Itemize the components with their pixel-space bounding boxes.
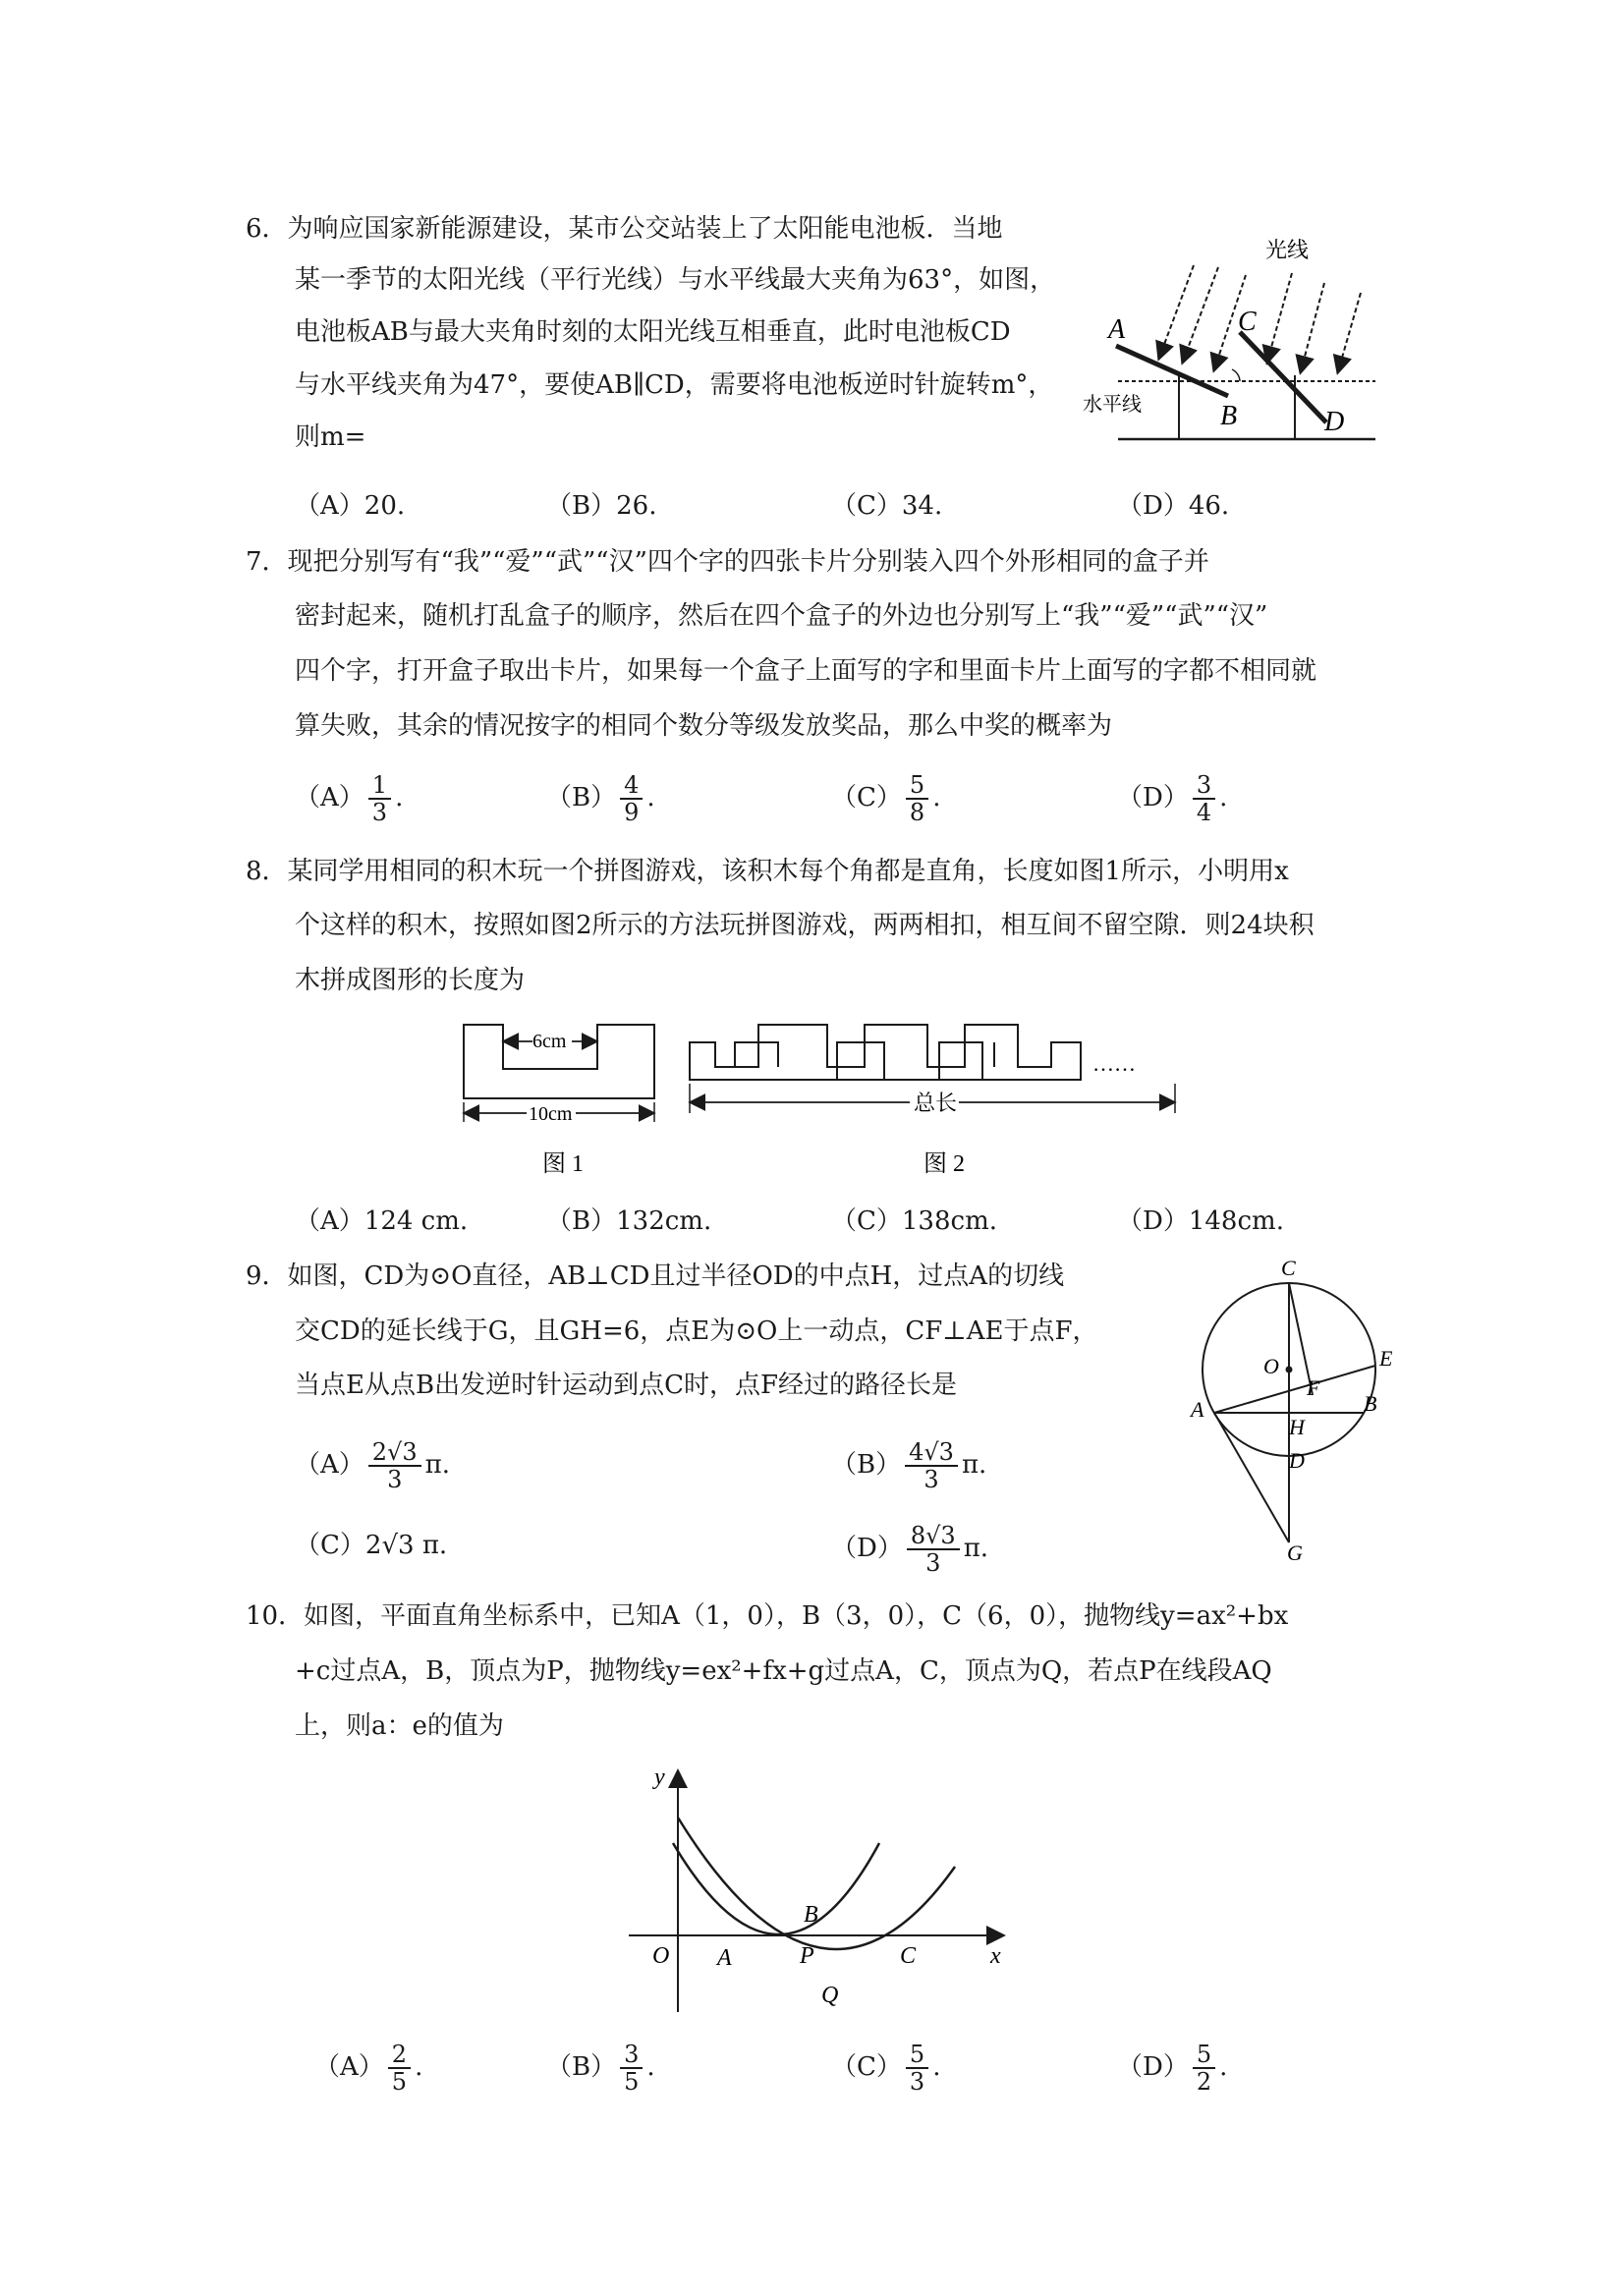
q10-fig-label-b: B — [804, 1902, 818, 1928]
q9-option-b-fraction — [905, 1439, 958, 1492]
q10-option-b-label: （B） — [546, 2052, 617, 2082]
q7-line-4: 算失败，其余的情况按字的相同个数分等级发放奖品，那么中奖的概率为 — [295, 711, 1113, 741]
q9-fig-label-g: G — [1287, 1540, 1303, 1562]
q10-parabola-figure — [619, 1759, 1012, 2019]
q6-option-b: （B）26. — [546, 491, 657, 521]
q9-fig-label-h: H — [1289, 1415, 1305, 1439]
q6-option-d: （D）46. — [1117, 491, 1230, 521]
q7-option-c-den: 8 — [909, 799, 925, 826]
q9-line-3: 当点E从点B出发逆时针运动到点C时，点F经过的路径长是 — [295, 1371, 958, 1400]
q9-option-b-tail: π. — [961, 1450, 987, 1480]
q7-option-d-label: （D） — [1117, 783, 1189, 812]
q10-option-d-num: 5 — [1193, 2042, 1215, 2069]
q8-line-3: 木拼成图形的长度为 — [295, 966, 526, 995]
q7-option-c-label: （C） — [831, 783, 902, 812]
q7-option-d: （D） $\frac{3}{4}$ . — [1117, 771, 1228, 826]
q10-line-3: 上，则a：e的值为 — [295, 1711, 504, 1741]
q8-option-c: （C）138cm. — [831, 1206, 998, 1236]
q7-option-a: （A） $\frac{1}{3}$ . — [295, 771, 404, 826]
q8-fig-continuation-dots: …… — [1092, 1051, 1136, 1076]
q10-option-c-num: 5 — [906, 2042, 928, 2069]
q10-option-d-label: （D） — [1117, 2052, 1189, 2082]
q6-line-2: 某一季节的太阳光线（平行光线）与水平线最大夹角为63°，如图， — [295, 265, 1056, 295]
q8-line-2: 个这样的积木，按照如图2所示的方法玩拼图游戏，两两相扣，相互间不留空隙．则24块积 — [295, 911, 1315, 940]
q10-option-b-num: 3 — [620, 2042, 643, 2069]
q8-line-1: 8．某同学用相同的积木玩一个拼图游戏，该积木每个角都是直角，长度如图1所示，小明用x — [246, 857, 1289, 886]
q9-option-d-num: 8√3 — [907, 1523, 960, 1550]
q9-option-b-num: 4√3 — [905, 1439, 958, 1467]
q9-option-c-text: 2√3 π. — [364, 1531, 448, 1560]
q9-fig-label-c: C — [1281, 1256, 1296, 1280]
q7-line-1: 7．现把分别写有“我”“爱”“武”“汉”四个字的四张卡片分别装入四个外形相同的盒子并 — [246, 547, 1209, 577]
q7-option-d-num: 3 — [1193, 772, 1215, 800]
q7-line-2: 密封起来，随机打乱盒子的顺序，然后在四个盒子的外边也分别写上“我”“爱”“武”“汉” — [295, 601, 1268, 631]
q7-option-a-fraction — [368, 772, 391, 825]
q10-fig-label-o: O — [652, 1943, 670, 1969]
q9-option-a-den: 3 — [387, 1466, 403, 1493]
q7-option-b-label: （B） — [546, 783, 617, 812]
q8-option-b: （B）132cm. — [546, 1206, 712, 1236]
q9-option-a-num: 2√3 — [368, 1439, 421, 1467]
q9-fig-label-b: B — [1364, 1391, 1377, 1416]
q9-line-2: 交CD的延长线于G，且GH=6，点E为⊙O上一动点，CF⊥AE于点F， — [295, 1316, 1098, 1346]
q7-option-b-num: 4 — [620, 772, 643, 800]
q7-option-b: （B） $\frac{4}{9}$ . — [546, 771, 655, 826]
q9-option-d — [831, 1523, 988, 1576]
q10-option-a-fraction — [388, 2042, 411, 2095]
q10-fig-label-c: C — [900, 1943, 917, 1969]
q8-option-d: （D）148cm. — [1117, 1206, 1284, 1236]
q9-option-a-label: （A） — [295, 1450, 364, 1480]
q9-option-d-label: （D） — [831, 1534, 903, 1563]
q8-fig-inner-length: 6cm — [532, 1031, 567, 1052]
q10-option-b: （B） $\frac{3}{5}$ . — [546, 2041, 655, 2096]
q10-option-b-fraction — [620, 2042, 643, 2095]
q8-fig-outer-length: 10cm — [529, 1103, 573, 1125]
q6-line-1: 6．为响应国家新能源建设，某市公交站装上了太阳能电池板．当地 — [246, 214, 1003, 244]
q8-fig-total-length: 总长 — [914, 1092, 958, 1116]
q8-option-a: （A）124 cm. — [295, 1206, 469, 1236]
q6-fig-light-label: 光线 — [1265, 239, 1310, 263]
q9-option-d-fraction — [907, 1523, 960, 1576]
q10-option-c-label: （C） — [831, 2052, 902, 2082]
q9-fig-label-d: D — [1289, 1448, 1305, 1473]
q7-option-b-fraction — [620, 772, 643, 825]
q10-line-1: 10．如图，平面直角坐标系中，已知A（1，0），B（3，0），C（6，0），抛物线y=ax²+bx — [246, 1601, 1289, 1631]
q6-fig-label-a: A — [1108, 314, 1126, 345]
q9-fig-label-o: O — [1263, 1354, 1279, 1378]
q7-option-a-num: 1 — [368, 772, 391, 800]
q6-fig-horizon-label: 水平线 — [1083, 392, 1142, 416]
q8-figure — [452, 1012, 1189, 1189]
q6-line-5: 则m= — [295, 422, 366, 452]
q6-fig-label-b: B — [1220, 401, 1238, 431]
q6-line-4: 与水平线夹角为47°，要使AB∥CD，需要将电池板逆时针旋转m°， — [295, 370, 1054, 400]
q9-option-a — [295, 1439, 450, 1492]
q9-line-1: 9．如图，CD为⊙O直径，AB⊥CD且过半径OD的中点H，过点A的切线 — [246, 1261, 1065, 1291]
q7-option-c-fraction — [906, 772, 928, 825]
q7-option-a-den: 3 — [371, 799, 388, 826]
q10-option-c-fraction — [906, 2042, 928, 2095]
q10-option-b-den: 5 — [624, 2068, 640, 2096]
q10-option-a-num: 2 — [388, 2042, 411, 2069]
q10-option-a-den: 5 — [391, 2068, 408, 2096]
q10-option-d-fraction — [1193, 2042, 1215, 2095]
q7-option-c: （C） $\frac{5}{8}$ . — [831, 771, 941, 826]
q9-circle-figure — [1179, 1248, 1415, 1562]
q6-solar-panel-figure — [1081, 236, 1395, 447]
q9-option-b — [831, 1439, 986, 1492]
q8-fig-caption-2: 图 2 — [923, 1151, 965, 1177]
q9-option-a-fraction — [368, 1439, 421, 1492]
q9-option-d-tail: π. — [963, 1534, 989, 1563]
q6-line-3: 电池板AB与最大夹角时刻的太阳光线互相垂直，此时电池板CD — [295, 317, 1011, 347]
q7-option-d-den: 4 — [1196, 799, 1212, 826]
q7-line-3: 四个字，打开盒子取出卡片，如果每一个盒子上面写的字和里面卡片上面写的字都不相同就 — [295, 656, 1317, 686]
q10-fig-label-x: x — [990, 1943, 1001, 1969]
q8-fig-caption-1: 图 1 — [542, 1151, 584, 1177]
q6-option-c: （C）34. — [831, 491, 943, 521]
q9-option-c — [295, 1531, 447, 1560]
q9-fig-label-f: F — [1307, 1375, 1320, 1400]
q9-option-b-den: 3 — [923, 1466, 939, 1493]
q10-fig-label-q: Q — [821, 1983, 839, 2008]
q9-option-a-tail: π. — [424, 1450, 450, 1480]
q7-option-a-label: （A） — [295, 783, 364, 812]
q10-fig-label-p: P — [800, 1943, 814, 1969]
q7-option-d-fraction — [1193, 772, 1215, 825]
q9-fig-label-a: A — [1191, 1397, 1204, 1422]
q10-option-c: （C） $\frac{5}{3}$ . — [831, 2041, 941, 2096]
q10-fig-label-y: y — [654, 1764, 665, 1790]
q7-option-b-den: 9 — [624, 799, 640, 826]
q7-option-c-num: 5 — [906, 772, 928, 800]
q10-option-d: （D） $\frac{5}{2}$ . — [1117, 2041, 1228, 2096]
q10-option-a-label: （A） — [314, 2052, 384, 2082]
q10-fig-label-a: A — [717, 1945, 732, 1971]
q10-option-d-den: 2 — [1196, 2068, 1212, 2096]
q6-fig-label-d: D — [1324, 407, 1345, 437]
q10-option-c-den: 3 — [909, 2068, 925, 2096]
q6-option-a: （A）20. — [295, 491, 406, 521]
q9-option-c-label: （C） — [295, 1531, 365, 1560]
q6-fig-label-c: C — [1238, 307, 1257, 337]
q10-line-2: +c过点A，B，顶点为P，抛物线y=ex²+fx+g过点A，C，顶点为Q，若点P在线段AQ — [295, 1656, 1272, 1686]
q9-option-b-label: （B） — [831, 1450, 902, 1480]
q10-option-a: （A） $\frac{2}{5}$ . — [314, 2041, 423, 2096]
q9-option-d-den: 3 — [925, 1549, 941, 1577]
q9-fig-label-e: E — [1379, 1346, 1393, 1371]
